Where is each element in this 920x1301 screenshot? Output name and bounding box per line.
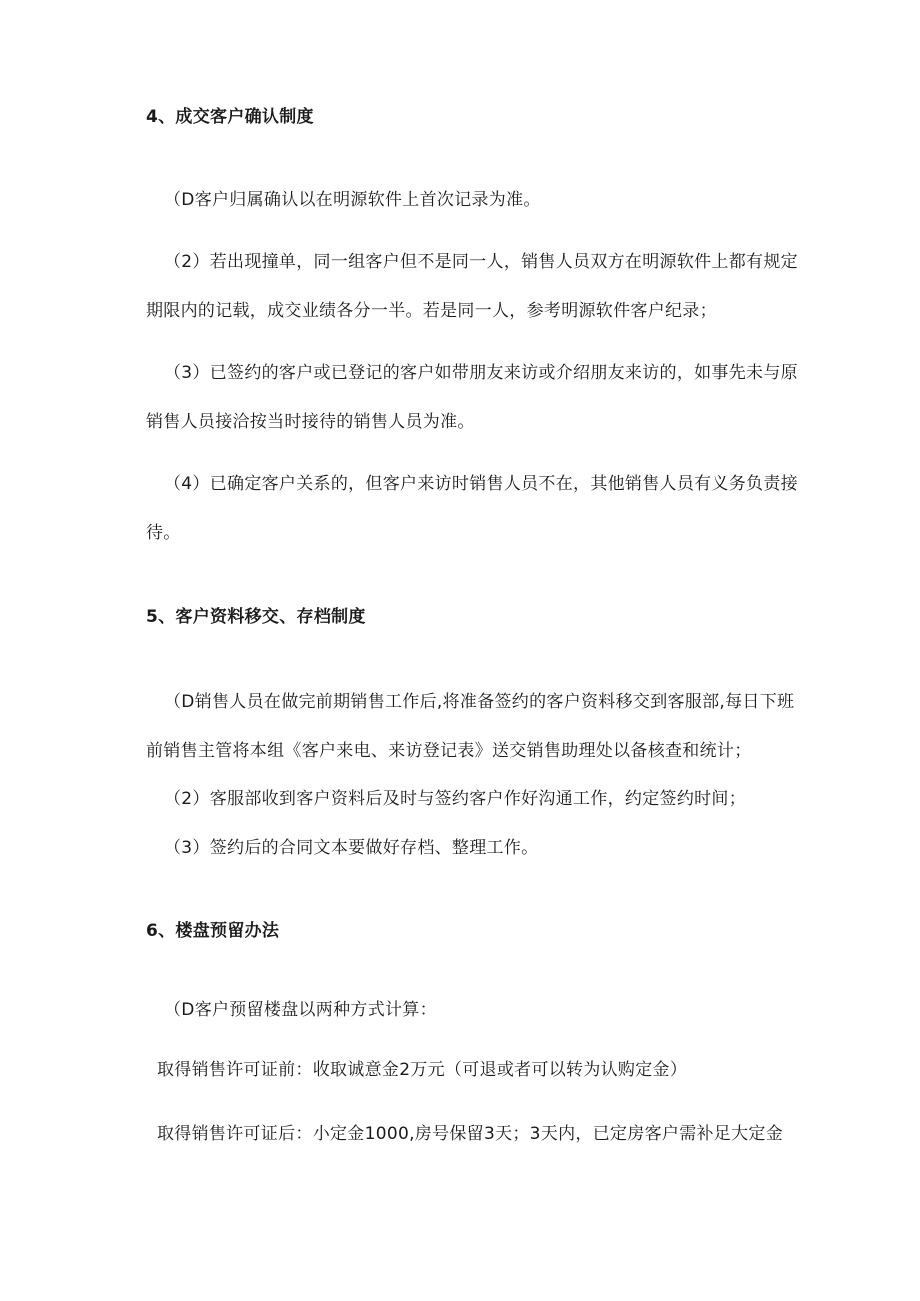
section-4-item-1: （D客户归属确认以在明源软件上首次记录为准。 xyxy=(164,190,541,210)
section-4-item-4-line-2: 待。 xyxy=(146,523,181,543)
section-6-pre-permit: 取得销售许可证前：收取诚意金2万元（可退或者可以转为认购定金） xyxy=(157,1060,688,1080)
section-4-item-2-line-1: （2）若出现撞单，同一组客户但不是同一人，销售人员双方在明源软件上都有规定 xyxy=(164,252,798,272)
section-6-post-permit: 取得销售许可证后：小定金1000,房号保留3天；3天内，已定房客户需补足大定金 xyxy=(157,1124,783,1144)
section-4-item-2-line-2: 期限内的记载，成交业绩各分一半。若是同一人，参考明源软件客户纪录； xyxy=(146,301,717,321)
section-4-item-3-line-2: 销售人员接洽按当时接待的销售人员为准。 xyxy=(146,412,475,432)
section-5-item-3: （3）签约后的合同文本要做好存档、整理工作。 xyxy=(164,838,539,858)
section-5-item-1-line-2: 前销售主管将本组《客户来电、来访登记表》送交销售助理处以备核查和统计； xyxy=(146,741,752,761)
section-4-item-4-line-1: （4）已确定客户关系的，但客户来访时销售人员不在，其他销售人员有义务负责接 xyxy=(164,474,798,494)
section-5-item-1-line-1: （D销售人员在做完前期销售工作后,将准备签约的客户资料移交到客服部,每日下班 xyxy=(164,692,795,712)
section-5-item-2: （2）客服部收到客户资料后及时与签约客户作好沟通工作，约定签约时间； xyxy=(164,789,747,809)
section-6-item-1: （D客户预留楼盘以两种方式计算： xyxy=(164,1000,437,1020)
section-4-heading: 4、成交客户确认制度 xyxy=(146,107,314,127)
section-6-heading: 6、楼盘预留办法 xyxy=(146,921,280,941)
section-4-item-3-line-1: （3）已签约的客户或已登记的客户如带朋友来访或介绍朋友来访的，如事先未与原 xyxy=(164,363,798,383)
section-5-heading: 5、客户资料移交、存档制度 xyxy=(146,607,366,627)
